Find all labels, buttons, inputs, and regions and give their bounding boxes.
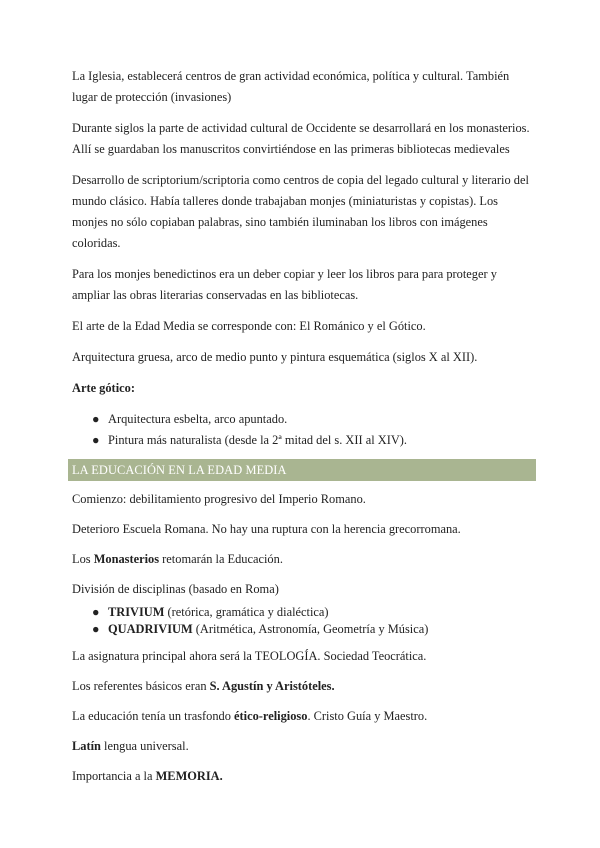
disciplines-list [72,604,532,638]
line-beginning: Comienzo: debilitamiento progresivo del Imperio Romano. [72,492,366,506]
gothic-art-title-text: Arte gótico: [72,381,135,395]
paragraph-benedictine-monks: Para los monjes benedictinos era un deber copiar y leer los libros para para proteger y ampliar las obras literarias conservadas en las bibliotecas. [72,267,497,302]
list-item-text: Arquitectura esbelta, arco apuntado. [108,412,288,426]
bullet-icon: ● [92,433,100,447]
paragraph-romanesque: Arquitectura gruesa, arco de medio punto y pintura esquemática (siglos X al XII). [72,350,478,364]
gothic-art-list [72,409,532,451]
paragraph-monasteries: Durante siglos la parte de actividad cultural de Occidente se desarrollará en los monasterios. Allí se guardaban los manuscritos convirtiéndose en las primeras bibliotecas medievales [72,121,530,156]
list-item-text: Pintura más naturalista (desde la 2ª mitad del s. XII al XIV). [108,433,407,447]
bold-fragment: S. Agustín y Aristóteles. [209,679,335,693]
gothic-art-title [72,378,532,399]
line-latin [72,736,532,757]
paragraph-scriptorium: Desarrollo de scriptorium/scriptoria como centros de copia del legado cultural y literario del mundo clásico. Había talleres donde trabajaban monjes (miniaturistas y copistas). Los monjes no sólo copiaban palabras, sino también iluminaban los libros con imágenes coloridas. [72,173,529,250]
bold-fragment: ético-religioso [234,709,308,723]
line-memory [72,766,532,787]
bullet-icon: ● [92,605,100,619]
document-page [72,66,532,796]
text-fragment: Importancia a la [72,769,156,783]
list-item [72,430,532,451]
paragraph-church: La Iglesia, establecerá centros de gran actividad económica, política y cultural. También lugar de protección (invasiones) [72,69,510,104]
bold-fragment: Latín [72,739,101,753]
text-fragment: La educación tenía un trasfondo [72,709,235,723]
bold-fragment: Monasterios [93,552,160,566]
line-roman-school: Deterioro Escuela Romana. No hay una ruptura con la herencia grecorromana. [72,522,461,536]
section-heading-education: LA EDUCACIÓN EN LA EDAD MEDIA [68,459,536,481]
text-fragment: (retórica, gramática y dialéctica) [164,605,329,619]
bullet-icon: ● [92,412,100,426]
text-fragment: lengua universal. [100,739,189,753]
line-monasteries [72,549,532,570]
paragraph-medieval-art: El arte de la Edad Media se corresponde con: El Románico y el Gótico. [72,319,426,333]
bold-fragment: MEMORIA. [155,769,223,783]
text-fragment: (Aritmética, Astronomía, Geometría y Música) [192,622,429,636]
line-references [72,676,532,697]
bullet-icon: ● [92,622,100,636]
line-disciplines: División de disciplinas (basado en Roma) [72,582,279,596]
list-item-trivium [72,604,532,621]
list-item-quadrivium [72,621,532,638]
bold-fragment: QUADRIVIUM [108,622,193,636]
text-fragment: Los [72,552,94,566]
text-fragment: . Cristo Guía y Maestro. [307,709,428,723]
bold-fragment: TRIVIUM [108,605,165,619]
line-theology: La asignatura principal ahora será la TEOLOGÍA. Sociedad Teocrática. [72,649,427,663]
list-item [72,409,532,430]
line-ethical-religious [72,706,532,727]
text-fragment: Los referentes básicos eran [72,679,210,693]
text-fragment: retomarán la Educación. [159,552,283,566]
